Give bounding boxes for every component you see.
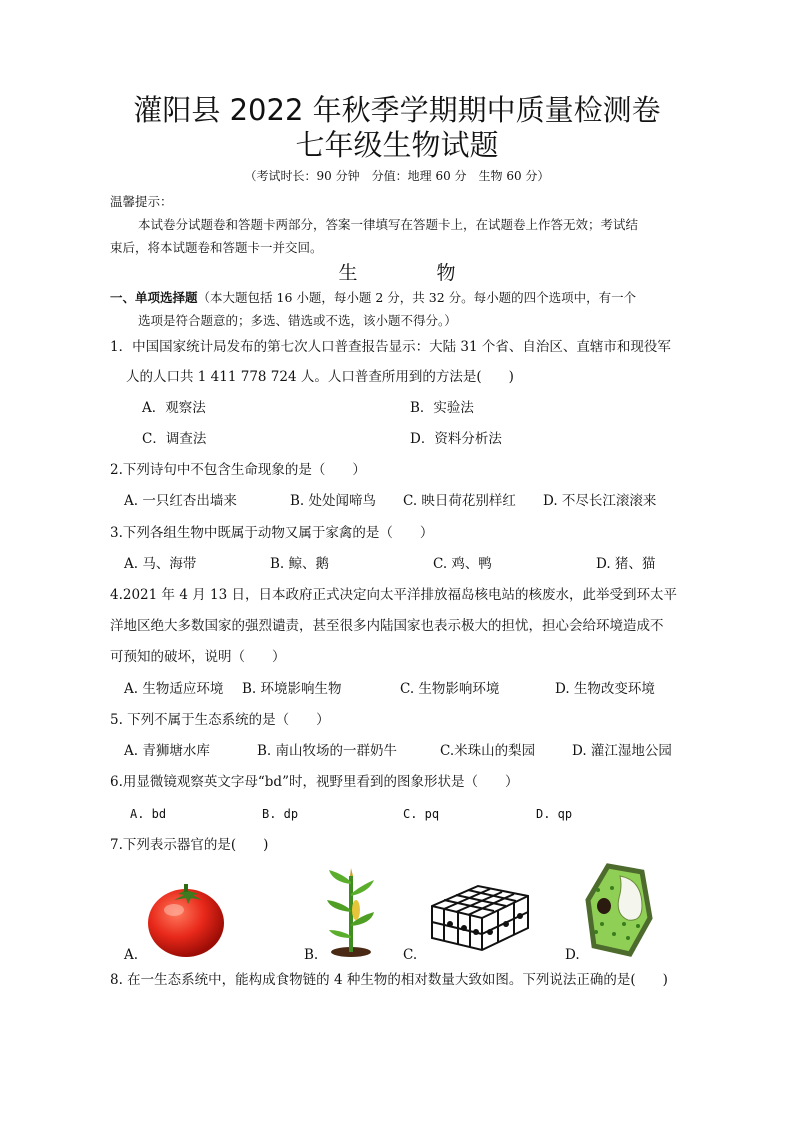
q7-option-d: D. <box>565 947 580 963</box>
q4-option-b: B. 环境影响生物 <box>242 681 342 697</box>
part1-heading <box>110 288 636 306</box>
cell-tissue-icon <box>428 880 532 956</box>
q4-option-a: A. 生物适应环境 <box>124 681 224 697</box>
q8-stem: 8. 在一生态系统中，能构成食物链的 4 种生物的相对数量大致如图。下列说法正确的是( ) <box>110 972 668 988</box>
q3-option-d: D. 猪、猫 <box>596 556 656 572</box>
q5-option-d: D. 灌江湿地公园 <box>572 743 672 759</box>
q1-option-b: B．实验法 <box>410 400 474 416</box>
q3-option-a: A. 马、海带 <box>124 556 197 572</box>
q3-option-b: B. 鲸、鹅 <box>270 556 330 572</box>
q2-option-d: D. 不尽长江滚滚来 <box>543 493 657 509</box>
part1-desc-2: 选项是符合题意的；多选、错选或不选，该小题不得分。） <box>138 313 457 328</box>
exam-info: （考试时长：90 分钟 分值：地理 60 分 生物 60 分） <box>244 169 550 183</box>
tomato-icon <box>144 878 228 960</box>
q6-option-c: C. pq <box>403 807 440 821</box>
part1-label: 一、单项选择题 <box>110 290 198 305</box>
exam-subtitle: 七年级生物试题 <box>295 128 499 162</box>
q5-option-b: B. 南山牧场的一群奶牛 <box>257 743 398 759</box>
q7-option-c: C. <box>403 947 418 963</box>
q3-option-c: C. 鸡、鸭 <box>433 556 492 572</box>
q4-stem-3: 可预知的破坏，说明（ ） <box>110 649 286 665</box>
q1-stem-2: 人的人口共 1 411 778 724 人。人口普查所用到的方法是( ) <box>126 369 514 385</box>
q7-option-a: A. <box>124 947 139 963</box>
q4-stem-1: 4.2021 年 4 月 13 日，日本政府正式决定向太平洋排放福岛核电站的核废水，此举受到环太平 <box>110 587 677 603</box>
q6-stem: 6.用显微镜观察英文字母“bd”时，视野里看到的图象形状是（ ） <box>110 774 519 790</box>
exam-title: 灌阳县 2022 年秋季学期期中质量检测卷 <box>133 93 661 127</box>
notice-heading: 温馨提示： <box>110 194 173 209</box>
q6-option-b: B. dp <box>262 807 299 821</box>
q1-option-c: C．调查法 <box>142 431 207 447</box>
q2-option-a: A. 一只红杏出墙来 <box>124 493 237 509</box>
q5-option-c: C.米珠山的梨园 <box>440 743 536 759</box>
q6-option-a: A. bd <box>130 807 167 821</box>
q6-option-d: D. qp <box>536 807 573 821</box>
plant-cell-icon <box>584 862 654 958</box>
q4-option-d: D. 生物改变环境 <box>555 681 655 697</box>
q2-stem: 2.下列诗句中不包含生命现象的是（ ） <box>110 462 366 478</box>
q3-stem: 3.下列各组生物中既属于动物又属于家禽的是（ ） <box>110 525 434 541</box>
q2-option-b: B. 处处闻啼鸟 <box>290 493 377 509</box>
q4-stem-2: 洋地区绝大多数国家的强烈谴责，甚至很多内陆国家也表示极大的担忧，担心会给环境造成不 <box>110 618 664 634</box>
corn-plant-icon <box>326 866 376 958</box>
notice-line-2: 束后，将本试题卷和答题卡一并交回。 <box>110 240 323 255</box>
q2-option-c: C. 映日荷花别样红 <box>403 493 516 509</box>
q7-stem: 7.下列表示器官的是( ) <box>110 837 269 853</box>
notice-line-1: 本试卷分试题卷和答题卡两部分，答案一律填写在答题卡上，在试题卷上作答无效；考试结 <box>138 217 639 232</box>
part1-desc-1: （本大题包括 16 小题，每小题 2 分，共 32 分。每小题的四个选项中，有一个 <box>197 290 637 305</box>
q1-stem-1: 1．中国国家统计局发布的第七次人口普查报告显示：大陆 31 个省、自治区、直辖市和现役军 <box>110 339 671 355</box>
q5-option-a: A. 青狮塘水库 <box>124 743 210 759</box>
section-title: 生 物 <box>338 262 486 284</box>
q1-option-d: D．资料分析法 <box>410 431 502 447</box>
q7-option-b: B. <box>304 947 319 963</box>
q1-option-a: A．观察法 <box>142 400 206 416</box>
q5-stem: 5. 下列不属于生态系统的是（ ） <box>110 712 330 728</box>
q4-option-c: C. 生物影响环境 <box>400 681 500 697</box>
